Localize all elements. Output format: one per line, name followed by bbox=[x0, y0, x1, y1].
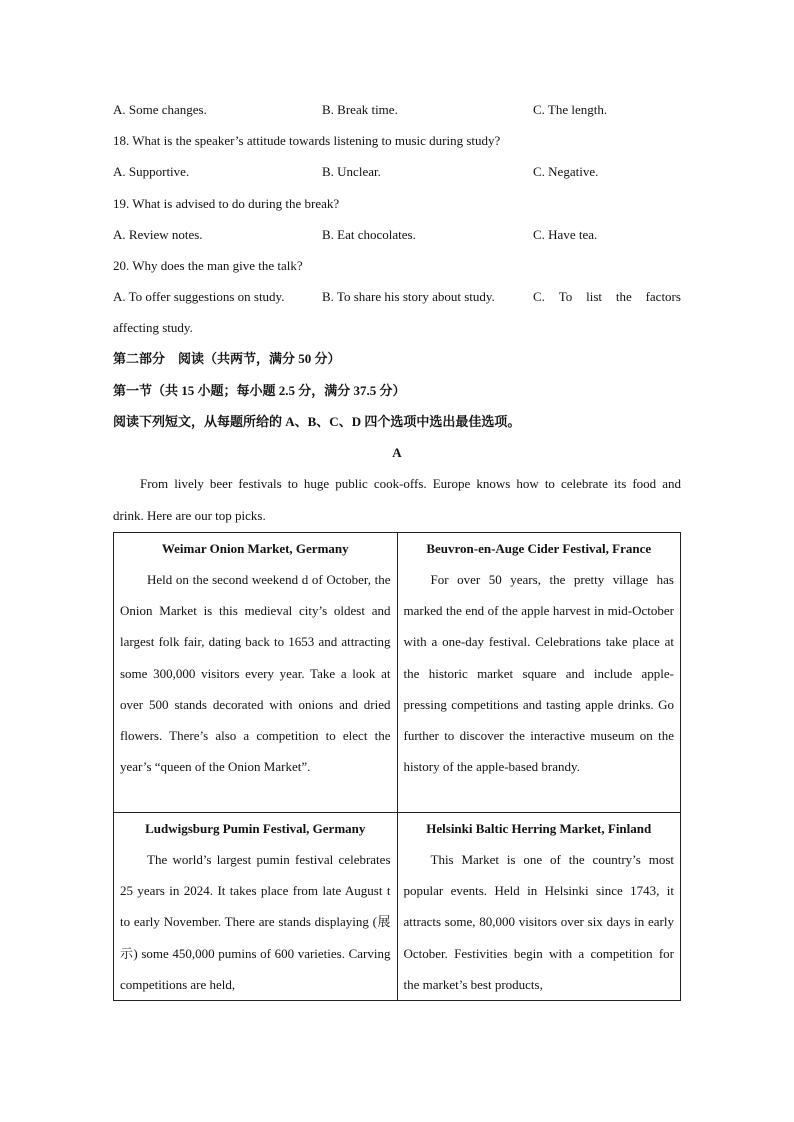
festival-title: Beuvron-en-Auge Cider Festival, France bbox=[426, 541, 652, 556]
q18-question: 18. What is the speaker’s attitude towards listening to music during study? bbox=[113, 133, 501, 148]
q20-option-c-word: C. bbox=[533, 289, 545, 304]
passage-label: A bbox=[392, 445, 402, 460]
q20-option-a: A. To offer suggestions on study. bbox=[113, 289, 285, 304]
festival-cell bbox=[114, 813, 398, 1001]
festival-cell bbox=[397, 533, 681, 813]
table-row bbox=[114, 813, 681, 1001]
q19-option-c: C. Have tea. bbox=[533, 227, 598, 242]
q20-options-row bbox=[113, 287, 681, 307]
passage-intro-line-1: From lively beer festivals to huge public cook-offs. Europe knows how to celebrate its food and bbox=[140, 476, 681, 491]
q17-option-c: C. The length. bbox=[533, 102, 608, 117]
festival-description: The world’s largest pumin festival celebrates 25 years in 2024. It takes place from late August t to early November. There are stands displaying (展示) some 450,000 pumins of 600 varieties. Carving competitions are held, bbox=[120, 852, 391, 992]
q17-option-a: A. Some changes. bbox=[113, 102, 207, 117]
q19-question: 19. What is advised to do during the break? bbox=[113, 196, 340, 211]
q17-options-row bbox=[113, 100, 681, 120]
q17-option-b: B. Break time. bbox=[322, 102, 398, 117]
section-title: 第一节（共 15 小题；每小题 2.5 分，满分 37.5 分） bbox=[113, 383, 406, 398]
q20-option-b: B. To share his story about study. bbox=[322, 289, 495, 304]
part-title: 第二部分 阅读（共两节，满分 50 分） bbox=[113, 351, 341, 366]
q20-option-c-continuation: affecting study. bbox=[113, 320, 193, 335]
festival-description: Held on the second weekend d of October, the Onion Market is this medieval city’s oldest and largest folk fair, dating back to 1653 and attracting some 300,000 visitors every year. Take a look at over 500 stands decorated with onions and dried flowers. There’s also a competition to elect the year’s “queen of the Onion Market”. bbox=[120, 572, 391, 775]
q20-option-c-word: list bbox=[586, 289, 603, 304]
q19-option-b: B. Eat chocolates. bbox=[322, 227, 416, 242]
festival-cell bbox=[114, 533, 398, 813]
q18-options-row bbox=[113, 162, 681, 182]
reading-instruction: 阅读下列短文，从每题所给的 A、B、C、D 四个选项中选出最佳选项。 bbox=[113, 414, 521, 429]
q20-option-c-word: To bbox=[558, 289, 573, 304]
q18-option-b: B. Unclear. bbox=[322, 164, 381, 179]
q20-option-c-word: factors bbox=[645, 289, 681, 304]
festival-title: Weimar Onion Market, Germany bbox=[161, 541, 349, 556]
passage-intro-line-2: drink. Here are our top picks. bbox=[113, 508, 266, 523]
q18-option-a: A. Supportive. bbox=[113, 164, 190, 179]
festival-title: Helsinki Baltic Herring Market, Finland bbox=[426, 821, 652, 836]
q19-option-a: A. Review notes. bbox=[113, 227, 203, 242]
festival-description: For over 50 years, the pretty village has marked the end of the apple harvest in mid-October with a one-day festival. Celebrations take place at the historic market square and include apple-pressing competitions and tasting apple drinks. Go further to discover the interactive museum on the history of the apple-based brandy. bbox=[403, 572, 674, 775]
q20-option-c bbox=[533, 287, 681, 307]
festival-title: Ludwigsburg Pumin Festival, Germany bbox=[145, 821, 366, 836]
q20-option-c-word: the bbox=[615, 289, 632, 304]
q19-options-row bbox=[113, 225, 681, 245]
q18-option-c: C. Negative. bbox=[533, 164, 599, 179]
festivals-table bbox=[113, 532, 681, 1001]
table-row bbox=[114, 533, 681, 813]
q20-question: 20. Why does the man give the talk? bbox=[113, 258, 303, 273]
festival-description: This Market is one of the country’s most popular events. Held in Helsinki since 1743, it attracts some, 80,000 visitors over six days in early October. Festivities begin with a competition for the market’s best products, bbox=[403, 852, 674, 992]
festival-cell bbox=[397, 813, 681, 1001]
